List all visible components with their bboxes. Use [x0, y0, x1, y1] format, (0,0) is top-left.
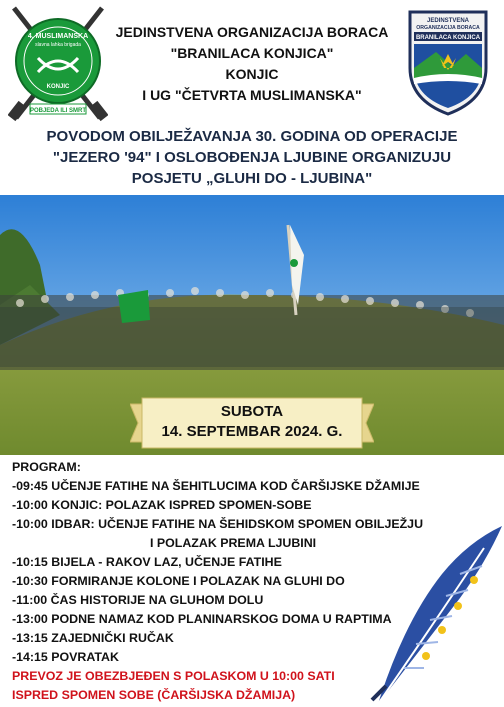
svg-text:KONJIC: KONJIC [46, 84, 70, 90]
program-heading: PROGRAM: [12, 460, 81, 474]
program-item: -13:00 PODNE NAMAZ KOD PLANINARSKOG DOMA U RAPTIMA [12, 612, 392, 626]
svg-text:BRANILACA KONJICA: BRANILACA KONJICA [415, 35, 481, 41]
program-item: -10:00 KONJIC: POLAZAK ISPRED SPOMEN-SOBE [12, 498, 312, 512]
event-title-line: POVODOM OBILJEŽAVANJA 30. GODINA OD OPERACIJE [46, 128, 458, 145]
program-item: -11:00 ČAS HISTORIJE NA GLUHOM DOLU [12, 593, 264, 607]
event-title [20, 126, 484, 189]
svg-text:POBJEDA ILI SMRT: POBJEDA ILI SMRT [29, 108, 87, 114]
organizer-line: JEDINSTVENA ORGANIZACIJA BORACA [115, 24, 389, 40]
event-date [138, 402, 366, 442]
brigade-emblem-logo [8, 6, 108, 124]
organizer-names [108, 22, 396, 106]
organizer-line: KONJIC [225, 66, 279, 82]
svg-text:ORGANIZACIJA BORACA: ORGANIZACIJA BORACA [416, 25, 480, 31]
organizer-line: I UG "ČETVRTA MUSLIMANSKA" [142, 87, 362, 103]
program-item: -10:00 IDBAR: UČENJE FATIHE NA ŠEHIDSKOM SPOMEN OBILJEŽJU [12, 517, 424, 531]
program-item: -14:15 POVRATAK [12, 650, 119, 664]
svg-text:slavna lahka brigada: slavna lahka brigada [35, 42, 81, 48]
program-item: -10:15 BIJELA - RAKOV LAZ, UČENJE FATIHE [12, 555, 282, 569]
program-list [12, 458, 482, 705]
program-item: -10:30 FORMIRANJE KOLONE I POLAZAK NA GLUHI DO [12, 574, 345, 588]
transport-notice: ISPRED SPOMEN SOBE (ČARŠIJSKA DŽAMIJA) [12, 688, 296, 702]
event-title-line: "JEZERO '94" I OSLOBOĐENJA LJUBINE ORGANIZUJU [52, 149, 452, 166]
organizer-line: "BRANILACA KONJICA" [170, 45, 334, 61]
event-full-date: 14. SEPTEMBAR 2024. G. [161, 423, 343, 440]
svg-text:4. MUSLIMANSKA: 4. MUSLIMANSKA [27, 33, 89, 40]
program-item: I POLAZAK PREMA LJUBINI [150, 536, 317, 550]
svg-text:JEDINSTVENA: JEDINSTVENA [426, 18, 470, 24]
program-item: -09:45 UČENJE FATIHE NA ŠEHITLUCIMA KOD ČARŠIJSKE DŽAMIJE [12, 479, 420, 493]
program-item: -13:15 ZAJEDNIČKI RUČAK [12, 631, 174, 645]
event-day: SUBOTA [220, 403, 284, 420]
transport-notice: PREVOZ JE OBEZBJEĐEN S POLASKOM U 10:00 SATI [12, 669, 335, 683]
event-title-line: POSJETU „GLUHI DO - LJUBINA" [131, 170, 373, 187]
veterans-shield-logo [406, 8, 490, 116]
